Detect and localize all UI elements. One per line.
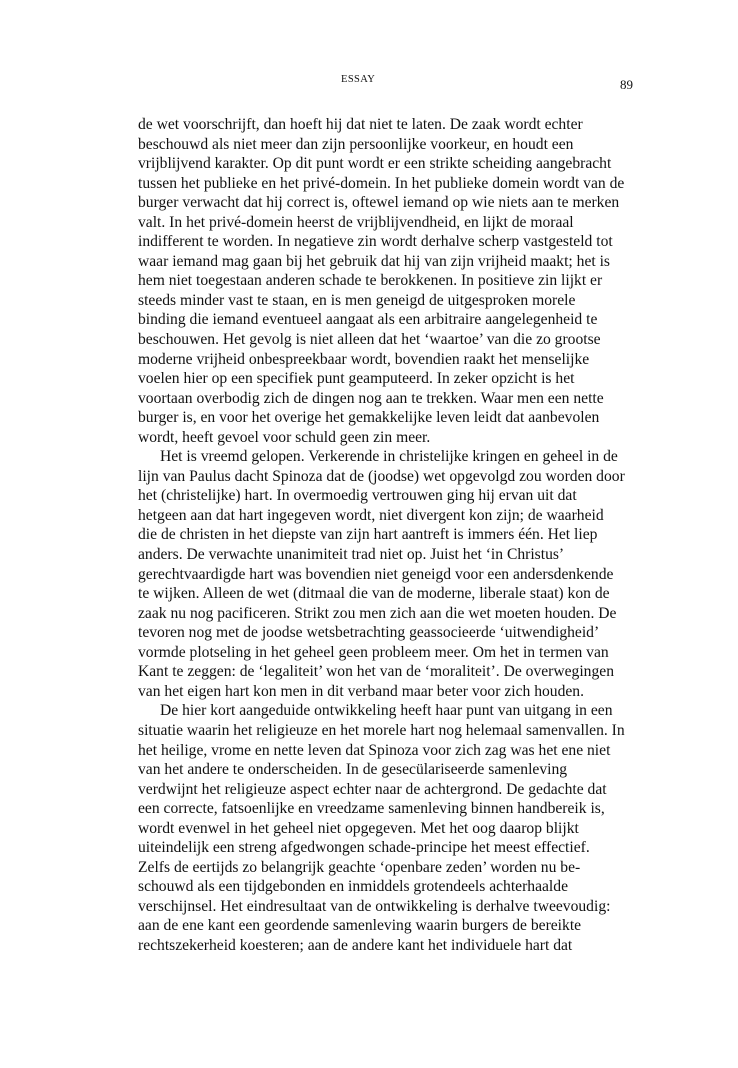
- text-line: wordt evenwel in het geheel niet opgegeven. Met het oog daarop blijkt: [138, 819, 579, 837]
- text-line: binding die iemand eventueel aangaat als een arbitraire aangelegenheid te: [138, 311, 598, 329]
- text-line: burger verwacht dat hij correct is, oftewel iemand op wie niets aan te merken: [138, 194, 620, 212]
- text-line: uiteindelijk een streng afgedwongen schade-principe het meest effectief.: [138, 839, 590, 857]
- text-line: van het andere te onderscheiden. In de gesecülariseerde samenleving: [138, 761, 568, 779]
- text-line: beschouwen. Het gevolg is niet alleen dat het ‘waartoe’ van die zo grootse: [138, 331, 601, 349]
- running-title: ESSAY: [341, 74, 376, 85]
- text-line: waar iemand mag gaan bij het gebruik dat hij van zijn vrijheid maakt; het is: [138, 252, 611, 270]
- text-line: anders. De verwachte unanimiteit trad niet op. Juist het ‘in Christus’: [138, 546, 565, 564]
- text-line: De hier kort aangeduide ontwikkeling heeft haar punt van uitgang in een: [160, 702, 613, 720]
- text-line: valt. In het privé-domein heerst de vrijblijvendheid, en lijkt de moraal: [138, 213, 574, 231]
- text-line: Kant te zeggen: de ‘legaliteit’ won het van de ‘moraliteit’. De overwegingen: [138, 663, 614, 681]
- text-line: het heilige, vrome en nette leven dat Spinoza voor zich zag was het ene niet: [138, 741, 611, 759]
- text-line: een correcte, fatsoenlijke en vreedzame samenleving binnen handbereik is,: [138, 800, 605, 818]
- text-line: tussen het publieke en het privé-domein. In het publieke domein wordt van de: [138, 174, 625, 192]
- text-line: situatie waarin het religieuze en het morele hart nog helemaal samenvallen. In: [138, 721, 625, 739]
- text-line: wordt, heeft gevoel voor schuld geen zin meer.: [138, 428, 431, 446]
- page-number: 89: [620, 77, 633, 92]
- paragraph: [138, 701, 638, 955]
- text-line: het (christelijke) hart. In overmoedig vertrouwen ging hij ervan uit dat: [138, 487, 577, 505]
- text-line: de wet voorschrijft, dan hoeft hij dat niet te laten. De zaak wordt echter: [138, 116, 583, 133]
- text-line: voelen hier op een specifiek punt geamputeerd. In zeker opzicht is het: [138, 370, 575, 388]
- text-line: moderne vrijheid onbespreekbaar wordt, bovendien raakt het menselijke: [138, 350, 590, 368]
- text-line: voortaan overbodig zich de dingen nog aan te trekken. Waar men een nette: [138, 389, 604, 407]
- text-line: hem niet toegestaan anderen schade te berokkenen. In positieve zin lijkt er: [138, 272, 603, 290]
- paragraph: [138, 447, 638, 701]
- text-line: lijn van Paulus dacht Spinoza dat de (joodse) wet opgevolgd zou worden door: [138, 467, 625, 485]
- paragraph: [138, 115, 638, 447]
- text-line: aan de ene kant een geordende samenleving waarin burgers de bereikte: [138, 917, 582, 935]
- text-line: verdwijnt het religieuze aspect echter naar de achtergrond. De gedachte dat: [138, 780, 607, 798]
- text-line: indifferent te worden. In negatieve zin wordt derhalve scherp vastgesteld tot: [138, 233, 613, 251]
- text-line: verschijnsel. Het eindresultaat van de ontwikkeling is derhalve tweevoudig:: [138, 897, 611, 915]
- text-line: te wijken. Alleen de wet (ditmaal die van de moderne, liberale staat) kon de: [138, 585, 610, 603]
- text-line: vrijblijvend karakter. Op dit punt wordt er een strikte scheiding aangebracht: [138, 155, 612, 173]
- text-line: hetgeen aan dat hart ingegeven wordt, niet divergent kon zijn; de waarheid: [138, 506, 604, 524]
- text-line: Zelfs de eertijds zo belangrijk geachte ‘openbare zeden’ worden nu be-: [138, 858, 581, 876]
- text-line: schouwd als een tijdgebonden en inmiddels grotendeels achterhaalde: [138, 878, 568, 896]
- text-line: steeds minder vast te staan, en is men geneigd de uitgesproken morele: [138, 291, 576, 309]
- text-line: zaak nu nog pacificeren. Strikt zou men zich aan die wet moeten houden. De: [138, 604, 617, 622]
- text-line: van het eigen hart kon men in dit verband maar beter voor zich houden.: [138, 682, 584, 700]
- text-line: beschouwd als niet meer dan zijn persoonlijke voorkeur, en houdt een: [138, 135, 574, 153]
- text-line: tevoren nog met de joodse wetsbetrachting geassocieerde ‘uitwendigheid’: [138, 624, 600, 642]
- text-line: rechtszekerheid koesteren; aan de andere kant het individuele hart dat: [138, 936, 573, 954]
- text-line: burger is, en voor het overige het gemakkelijke leven leidt dat aanbevolen: [138, 409, 600, 427]
- text-line: gerechtvaardigde hart was bovendien niet geneigd voor een andersdenkende: [138, 565, 614, 583]
- text-line: Het is vreemd gelopen. Verkerende in christelijke kringen en geheel in de: [160, 448, 618, 466]
- essay-body: [138, 115, 638, 956]
- text-line: die de christen in het diepste van zijn hart aantreft is immers één. Het liep: [138, 526, 598, 544]
- text-line: vormde plotseling in het geheel geen probleem meer. Om het in termen van: [138, 643, 609, 661]
